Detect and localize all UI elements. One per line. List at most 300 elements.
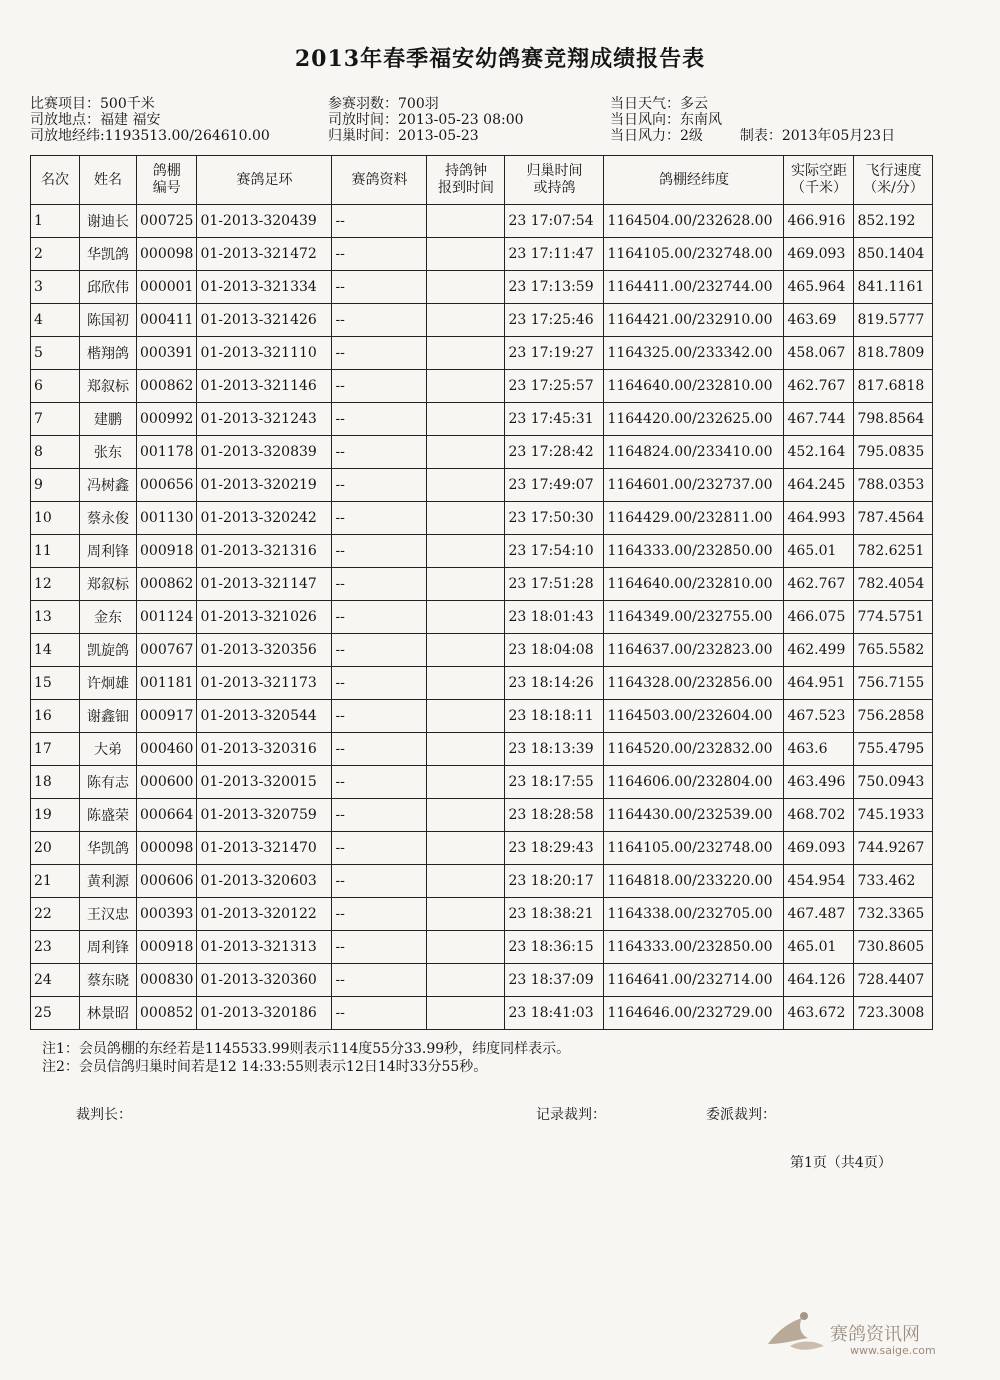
cell-speed: 756.2858 [854, 700, 933, 733]
cell-ring: 01-2013-320439 [197, 205, 332, 238]
cell-loft: 000391 [137, 337, 197, 370]
cell-info: -- [332, 403, 427, 436]
cell-info: -- [332, 568, 427, 601]
cell-distance: 463.6 [784, 733, 854, 766]
cell-info: -- [332, 799, 427, 832]
cell-coord: 1164421.00/232910.00 [604, 304, 784, 337]
cell-speed: 732.3365 [854, 898, 933, 931]
notes [42, 1040, 570, 1076]
cell-speed: 745.1933 [854, 799, 933, 832]
cell-loft: 000460 [137, 733, 197, 766]
cell-ring: 01-2013-321146 [197, 370, 332, 403]
cell-coord: 1164646.00/232729.00 [604, 997, 784, 1030]
cell-loft: 001130 [137, 502, 197, 535]
cell-speed: 755.4795 [854, 733, 933, 766]
cell-rank: 16 [31, 700, 80, 733]
table-row [31, 832, 933, 865]
table-row [31, 964, 933, 997]
cell-name: 谢鑫钿 [80, 700, 137, 733]
cell-info: -- [332, 601, 427, 634]
cell-info: -- [332, 502, 427, 535]
table-row [31, 205, 933, 238]
cell-clock [427, 370, 505, 403]
table-row [31, 535, 933, 568]
cell-loft: 000917 [137, 700, 197, 733]
table-row [31, 634, 933, 667]
cell-rank: 13 [31, 601, 80, 634]
cell-coord: 1164504.00/232628.00 [604, 205, 784, 238]
cell-speed: 841.1161 [854, 271, 933, 304]
cell-ring: 01-2013-320360 [197, 964, 332, 997]
cell-name: 蔡永俊 [80, 502, 137, 535]
return-time-info: 归巢时间：2013-05-23 [328, 128, 479, 144]
page-number: 第1页（共4页） [790, 1155, 892, 1171]
cell-speed: 798.8564 [854, 403, 933, 436]
event-info: 比赛项目：500千米 [30, 96, 155, 112]
cell-distance: 462.767 [784, 370, 854, 403]
cell-arrive: 23 17:19:27 [505, 337, 604, 370]
cell-info: -- [332, 238, 427, 271]
cell-rank: 24 [31, 964, 80, 997]
cell-distance: 462.499 [784, 634, 854, 667]
cell-info: -- [332, 964, 427, 997]
cell-ring: 01-2013-320186 [197, 997, 332, 1030]
table-row [31, 436, 933, 469]
cell-distance: 467.523 [784, 700, 854, 733]
cell-loft: 000600 [137, 766, 197, 799]
cell-arrive: 23 17:07:54 [505, 205, 604, 238]
cell-coord: 1164349.00/232755.00 [604, 601, 784, 634]
cell-arrive: 23 18:18:11 [505, 700, 604, 733]
cell-rank: 2 [31, 238, 80, 271]
cell-name: 大弟 [80, 733, 137, 766]
header-clock: 持鸽钟 报到时间 [427, 156, 505, 205]
cell-ring: 01-2013-320839 [197, 436, 332, 469]
cell-arrive: 23 17:54:10 [505, 535, 604, 568]
cell-clock [427, 271, 505, 304]
table-row [31, 898, 933, 931]
cell-speed: 782.6251 [854, 535, 933, 568]
cell-arrive: 23 17:11:47 [505, 238, 604, 271]
cell-ring: 01-2013-320316 [197, 733, 332, 766]
header-speed: 飞行速度 （米/分） [854, 156, 933, 205]
cell-distance: 466.916 [784, 205, 854, 238]
cell-name: 邱欣伟 [80, 271, 137, 304]
cell-clock [427, 766, 505, 799]
cell-speed: 788.0353 [854, 469, 933, 502]
cell-clock [427, 403, 505, 436]
cell-clock [427, 601, 505, 634]
cell-name: 陈有志 [80, 766, 137, 799]
cell-distance: 464.993 [784, 502, 854, 535]
cell-rank: 15 [31, 667, 80, 700]
cell-name: 林景昭 [80, 997, 137, 1030]
watermark-name: 赛鸽资讯网 [830, 1324, 920, 1345]
cell-ring: 01-2013-320356 [197, 634, 332, 667]
cell-ring: 01-2013-321334 [197, 271, 332, 304]
cell-coord: 1164503.00/232604.00 [604, 700, 784, 733]
cell-name: 凯旋鸽 [80, 634, 137, 667]
cell-speed: 730.8605 [854, 931, 933, 964]
cell-speed: 774.5751 [854, 601, 933, 634]
cell-loft: 000725 [137, 205, 197, 238]
cell-speed: 765.5582 [854, 634, 933, 667]
cell-speed: 850.1404 [854, 238, 933, 271]
cell-info: -- [332, 997, 427, 1030]
cell-coord: 1164411.00/232744.00 [604, 271, 784, 304]
cell-rank: 5 [31, 337, 80, 370]
cell-arrive: 23 18:13:39 [505, 733, 604, 766]
table-row [31, 271, 933, 304]
cell-rank: 19 [31, 799, 80, 832]
cell-speed: 728.4407 [854, 964, 933, 997]
cell-clock [427, 634, 505, 667]
cell-distance: 465.01 [784, 931, 854, 964]
cell-rank: 23 [31, 931, 80, 964]
note-1: 注1：会员鸽棚的东经若是1145533.99则表示114度55分33.99秒，纬度同样表示。 [42, 1041, 571, 1057]
cell-info: -- [332, 931, 427, 964]
cell-name: 周利锋 [80, 535, 137, 568]
cell-arrive: 23 18:28:58 [505, 799, 604, 832]
cell-clock [427, 205, 505, 238]
cell-coord: 1164333.00/232850.00 [604, 931, 784, 964]
cell-info: -- [332, 667, 427, 700]
header-ring: 赛鸽足环 [197, 156, 332, 205]
cell-rank: 20 [31, 832, 80, 865]
cell-distance: 464.951 [784, 667, 854, 700]
cell-ring: 01-2013-321243 [197, 403, 332, 436]
cell-info: -- [332, 700, 427, 733]
cell-clock [427, 469, 505, 502]
cell-loft: 000393 [137, 898, 197, 931]
cell-info: -- [332, 865, 427, 898]
cell-coord: 1164338.00/232705.00 [604, 898, 784, 931]
cell-arrive: 23 18:04:08 [505, 634, 604, 667]
info-middle [328, 96, 524, 144]
cell-name: 楷翔鸽 [80, 337, 137, 370]
cell-name: 谢迪长 [80, 205, 137, 238]
cell-name: 华凯鸽 [80, 832, 137, 865]
cell-coord: 1164430.00/232539.00 [604, 799, 784, 832]
cell-name: 黄利源 [80, 865, 137, 898]
delegate-judge-label: 委派裁判： [706, 1107, 776, 1123]
cell-rank: 25 [31, 997, 80, 1030]
cell-speed: 782.4054 [854, 568, 933, 601]
made-date-info: 制表：2013年05月23日 [739, 128, 896, 144]
cell-info: -- [332, 271, 427, 304]
cell-ring: 01-2013-320219 [197, 469, 332, 502]
cell-ring: 01-2013-321147 [197, 568, 332, 601]
cell-clock [427, 832, 505, 865]
cell-speed: 744.9267 [854, 832, 933, 865]
cell-speed: 787.4564 [854, 502, 933, 535]
cell-coord: 1164520.00/232832.00 [604, 733, 784, 766]
header-name: 姓名 [80, 156, 137, 205]
cell-clock [427, 436, 505, 469]
cell-distance: 465.964 [784, 271, 854, 304]
cell-name: 建鹏 [80, 403, 137, 436]
cell-rank: 3 [31, 271, 80, 304]
watermark [760, 1300, 960, 1360]
cell-clock [427, 733, 505, 766]
cell-coord: 1164105.00/232748.00 [604, 832, 784, 865]
results-table [30, 155, 933, 1030]
cell-arrive: 23 17:51:28 [505, 568, 604, 601]
cell-loft: 000992 [137, 403, 197, 436]
cell-arrive: 23 18:37:09 [505, 964, 604, 997]
cell-info: -- [332, 733, 427, 766]
cell-ring: 01-2013-320122 [197, 898, 332, 931]
cell-arrive: 23 18:36:15 [505, 931, 604, 964]
cell-arrive: 23 17:25:57 [505, 370, 604, 403]
cell-coord: 1164333.00/232850.00 [604, 535, 784, 568]
cell-info: -- [332, 898, 427, 931]
recorder-judge-label: 记录裁判： [536, 1107, 606, 1123]
cell-distance: 463.496 [784, 766, 854, 799]
cell-distance: 469.093 [784, 238, 854, 271]
cell-speed: 819.5777 [854, 304, 933, 337]
cell-distance: 452.164 [784, 436, 854, 469]
cell-loft: 000606 [137, 865, 197, 898]
table-row [31, 568, 933, 601]
cell-loft: 000001 [137, 271, 197, 304]
cell-loft: 000098 [137, 832, 197, 865]
header-info: 赛鸽资料 [332, 156, 427, 205]
table-row [31, 337, 933, 370]
cell-clock [427, 568, 505, 601]
cell-distance: 468.702 [784, 799, 854, 832]
weather-info: 当日天气：多云 [610, 96, 708, 112]
cell-clock [427, 865, 505, 898]
cell-coord: 1164641.00/232714.00 [604, 964, 784, 997]
cell-loft: 000852 [137, 997, 197, 1030]
cell-name: 许炯雄 [80, 667, 137, 700]
cell-arrive: 23 17:50:30 [505, 502, 604, 535]
cell-rank: 9 [31, 469, 80, 502]
info-left [30, 96, 270, 144]
cell-rank: 11 [31, 535, 80, 568]
cell-loft: 001178 [137, 436, 197, 469]
cell-distance: 466.075 [784, 601, 854, 634]
cell-ring: 01-2013-320242 [197, 502, 332, 535]
cell-speed: 817.6818 [854, 370, 933, 403]
cell-distance: 458.067 [784, 337, 854, 370]
cell-distance: 467.487 [784, 898, 854, 931]
cell-arrive: 23 18:17:55 [505, 766, 604, 799]
cell-speed: 756.7155 [854, 667, 933, 700]
cell-coord: 1164818.00/233220.00 [604, 865, 784, 898]
cell-rank: 7 [31, 403, 80, 436]
cell-speed: 750.0943 [854, 766, 933, 799]
cell-info: -- [332, 370, 427, 403]
table-row [31, 370, 933, 403]
cell-loft: 000767 [137, 634, 197, 667]
cell-distance: 464.126 [784, 964, 854, 997]
table-row [31, 997, 933, 1030]
cell-info: -- [332, 535, 427, 568]
table-row [31, 304, 933, 337]
table-row [31, 865, 933, 898]
header-loft: 鸽棚 编号 [137, 156, 197, 205]
table-row [31, 700, 933, 733]
cell-rank: 21 [31, 865, 80, 898]
wind-force-info: 当日风力：2级 [610, 128, 703, 144]
cell-rank: 4 [31, 304, 80, 337]
cell-loft: 000862 [137, 370, 197, 403]
pigeon-logo-icon [760, 1300, 830, 1360]
cell-coord: 1164601.00/232737.00 [604, 469, 784, 502]
cell-distance: 463.672 [784, 997, 854, 1030]
cell-clock [427, 667, 505, 700]
report-title: 2013年春季福安幼鸽赛竞翔成绩报告表 [294, 46, 706, 72]
table-row [31, 238, 933, 271]
cell-arrive: 23 18:01:43 [505, 601, 604, 634]
cell-name: 郑叙标 [80, 370, 137, 403]
header-distance: 实际空距 （千米） [784, 156, 854, 205]
cell-coord: 1164325.00/233342.00 [604, 337, 784, 370]
release-time-info: 司放时间：2013-05-23 08:00 [328, 112, 524, 128]
cell-coord: 1164824.00/233410.00 [604, 436, 784, 469]
cell-info: -- [332, 832, 427, 865]
cell-coord: 1164105.00/232748.00 [604, 238, 784, 271]
cell-distance: 463.69 [784, 304, 854, 337]
cell-loft: 000098 [137, 238, 197, 271]
cell-info: -- [332, 469, 427, 502]
cell-clock [427, 931, 505, 964]
cell-name: 陈盛荣 [80, 799, 137, 832]
cell-arrive: 23 18:29:43 [505, 832, 604, 865]
wind-direction-info: 当日风向：东南风 [610, 112, 722, 128]
table-row [31, 733, 933, 766]
cell-loft: 000862 [137, 568, 197, 601]
cell-coord: 1164640.00/232810.00 [604, 370, 784, 403]
table-row [31, 667, 933, 700]
cell-distance: 462.767 [784, 568, 854, 601]
release-site-info: 司放地点：福建 福安 [30, 112, 161, 128]
cell-ring: 01-2013-321470 [197, 832, 332, 865]
cell-loft: 000664 [137, 799, 197, 832]
table-row [31, 403, 933, 436]
cell-coord: 1164420.00/232625.00 [604, 403, 784, 436]
cell-arrive: 23 18:38:21 [505, 898, 604, 931]
results-body [31, 205, 933, 1030]
cell-name: 王汉忠 [80, 898, 137, 931]
cell-ring: 01-2013-321316 [197, 535, 332, 568]
cell-ring: 01-2013-321313 [197, 931, 332, 964]
cell-arrive: 23 18:14:26 [505, 667, 604, 700]
cell-info: -- [332, 337, 427, 370]
cell-info: -- [332, 634, 427, 667]
watermark-url: www.saige.com [850, 1344, 936, 1357]
cell-arrive: 23 17:45:31 [505, 403, 604, 436]
cell-ring: 01-2013-320015 [197, 766, 332, 799]
cell-speed: 795.0835 [854, 436, 933, 469]
cell-ring: 01-2013-321426 [197, 304, 332, 337]
table-row [31, 766, 933, 799]
cell-ring: 01-2013-321472 [197, 238, 332, 271]
cell-arrive: 23 18:41:03 [505, 997, 604, 1030]
cell-name: 冯树鑫 [80, 469, 137, 502]
cell-distance: 464.245 [784, 469, 854, 502]
info-right [610, 96, 895, 144]
cell-clock [427, 238, 505, 271]
cell-info: -- [332, 205, 427, 238]
cell-coord: 1164637.00/232823.00 [604, 634, 784, 667]
cell-clock [427, 502, 505, 535]
cell-name: 金东 [80, 601, 137, 634]
cell-rank: 17 [31, 733, 80, 766]
cell-rank: 1 [31, 205, 80, 238]
cell-rank: 18 [31, 766, 80, 799]
cell-coord: 1164606.00/232804.00 [604, 766, 784, 799]
table-row [31, 469, 933, 502]
cell-clock [427, 304, 505, 337]
cell-rank: 10 [31, 502, 80, 535]
cell-clock [427, 799, 505, 832]
cell-clock [427, 535, 505, 568]
header-rank: 名次 [31, 156, 80, 205]
cell-ring: 01-2013-321110 [197, 337, 332, 370]
cell-speed: 723.3008 [854, 997, 933, 1030]
chief-judge-label: 裁判长： [76, 1107, 132, 1123]
cell-name: 华凯鸽 [80, 238, 137, 271]
cell-loft: 000411 [137, 304, 197, 337]
release-coords-info: 司放地经纬:1193513.00/264610.00 [30, 128, 270, 144]
cell-clock [427, 898, 505, 931]
cell-arrive: 23 17:49:07 [505, 469, 604, 502]
cell-coord: 1164429.00/232811.00 [604, 502, 784, 535]
cell-ring: 01-2013-321026 [197, 601, 332, 634]
cell-loft: 000830 [137, 964, 197, 997]
cell-coord: 1164640.00/232810.00 [604, 568, 784, 601]
cell-speed: 733.462 [854, 865, 933, 898]
header-arrive: 归巢时间 或持鸽 [505, 156, 604, 205]
table-row [31, 799, 933, 832]
cell-loft: 000656 [137, 469, 197, 502]
table-header-row [31, 156, 933, 205]
cell-arrive: 23 17:28:42 [505, 436, 604, 469]
table-row [31, 601, 933, 634]
cell-arrive: 23 17:13:59 [505, 271, 604, 304]
cell-rank: 14 [31, 634, 80, 667]
cell-distance: 469.093 [784, 832, 854, 865]
cell-distance: 467.744 [784, 403, 854, 436]
cell-arrive: 23 17:25:46 [505, 304, 604, 337]
cell-info: -- [332, 304, 427, 337]
cell-name: 张东 [80, 436, 137, 469]
cell-clock [427, 700, 505, 733]
cell-coord: 1164328.00/232856.00 [604, 667, 784, 700]
cell-rank: 6 [31, 370, 80, 403]
cell-rank: 22 [31, 898, 80, 931]
cell-info: -- [332, 436, 427, 469]
cell-ring: 01-2013-320603 [197, 865, 332, 898]
cell-distance: 454.954 [784, 865, 854, 898]
cell-loft: 001181 [137, 667, 197, 700]
cell-arrive: 23 18:20:17 [505, 865, 604, 898]
cell-speed: 818.7809 [854, 337, 933, 370]
cell-speed: 852.192 [854, 205, 933, 238]
entries-info: 参赛羽数：700羽 [328, 96, 439, 112]
cell-name: 蔡东晓 [80, 964, 137, 997]
cell-clock [427, 337, 505, 370]
cell-loft: 001124 [137, 601, 197, 634]
cell-clock [427, 964, 505, 997]
cell-ring: 01-2013-320759 [197, 799, 332, 832]
table-row [31, 931, 933, 964]
cell-rank: 12 [31, 568, 80, 601]
cell-ring: 01-2013-320544 [197, 700, 332, 733]
